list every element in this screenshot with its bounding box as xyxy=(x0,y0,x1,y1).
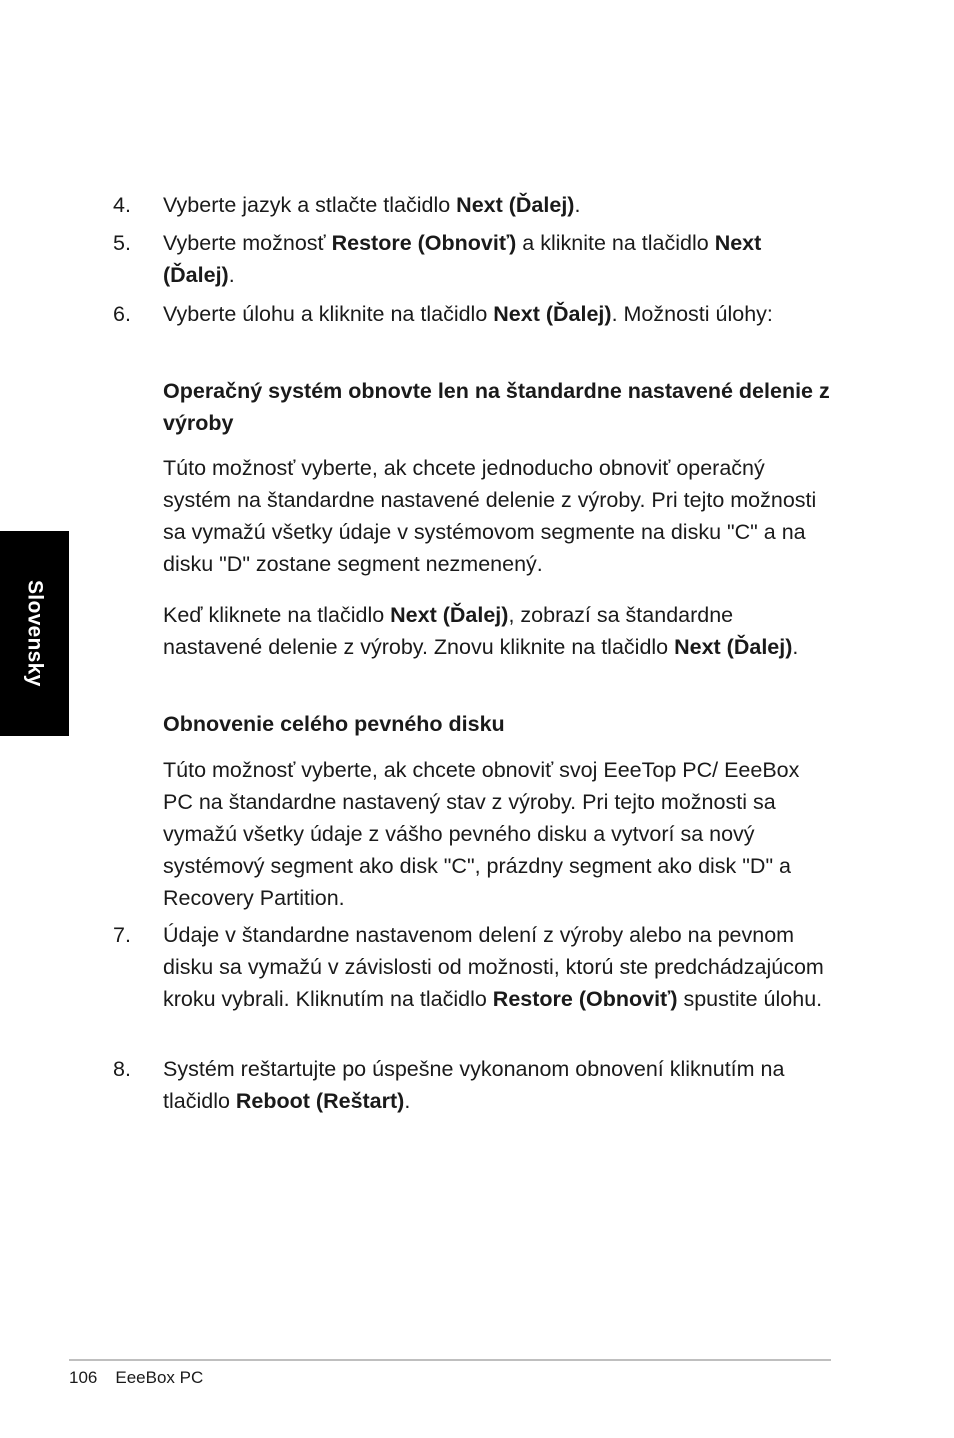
text-run: Vyberte možnosť xyxy=(163,231,332,255)
text-run: Údaje v štandardne nastavenom delení z výroby alebo na pevnom disku sa vymažú v závislosti od možnosti, ktorú ste predchádzajúcom kroku vybrali. Kliknutím na tlačidlo xyxy=(163,923,824,1011)
step-text xyxy=(163,1053,833,1117)
page-number: 106 xyxy=(69,1368,98,1387)
text-run: Vyberte úlohu a kliknite na tlačidlo xyxy=(163,302,494,326)
language-side-tab xyxy=(0,531,69,736)
text-run: . xyxy=(574,193,581,217)
product-name: EeeBox PC xyxy=(115,1368,204,1387)
button-reference: Next (Ďalej) xyxy=(390,603,509,627)
step-text xyxy=(163,919,833,1015)
step-7 xyxy=(113,919,833,1015)
text-run: . xyxy=(228,263,235,287)
text-run: Vyberte jazyk a stlačte tlačidlo xyxy=(163,193,457,217)
button-reference: Next (Ďalej) xyxy=(456,193,575,217)
step-number: 4. xyxy=(113,193,131,217)
step-6 xyxy=(113,298,833,330)
step-number: 6. xyxy=(113,302,131,326)
button-reference: Restore (Obnoviť) xyxy=(492,987,678,1011)
step-8 xyxy=(113,1053,833,1117)
footer-divider xyxy=(69,1359,831,1361)
step-5 xyxy=(113,227,833,291)
button-reference: Next (Ďalej) xyxy=(163,231,762,287)
option-instruction xyxy=(163,599,833,663)
step-text xyxy=(163,189,833,221)
step-text xyxy=(163,227,833,291)
option-description: Túto možnosť vyberte, ak chcete obnoviť svoj EeeTop PC/ EeeBox PC na štandardne nastavený stav z výroby. Pri tejto možnosti sa vymažú všetky údaje z vášho pevného disku a vytvorí sa nový systémový segment ako disk "C", prázdny segment ako disk "D" a Recovery Partition. xyxy=(163,758,800,910)
text-run: Keď kliknete na tlačidlo xyxy=(163,603,391,627)
step-4 xyxy=(113,189,833,221)
step-number: 5. xyxy=(113,231,131,255)
text-run: a kliknite na tlačidlo xyxy=(516,231,715,255)
text-run: spustite úlohu. xyxy=(677,987,823,1011)
option-heading-whole-disk: Obnovenie celého pevného disku xyxy=(163,712,505,736)
option-description: Túto možnosť vyberte, ak chcete jednoducho obnoviť operačný systém na štandardne nastavené delenie z výroby. Pri tejto možnosti sa vymažú všetky údaje v systémovom segmente na disku "C" a na disku "D" zostane segment nezmenený. xyxy=(163,456,817,576)
text-run: Systém reštartujte po úspešne vykonanom obnovení kliknutím na tlačidlo xyxy=(163,1057,785,1113)
text-run: , zobrazí sa štandardne nastavené delenie z výroby. Znovu kliknite na tlačidlo xyxy=(163,603,734,659)
step-text xyxy=(163,298,833,330)
step-number: 8. xyxy=(113,1057,131,1081)
button-reference: Next (Ďalej) xyxy=(493,302,612,326)
step-number: 7. xyxy=(113,923,131,947)
option-heading-factory-partition: Operačný systém obnovte len na štandardne nastavené delenie z výroby xyxy=(163,379,830,435)
button-reference: Next (Ďalej) xyxy=(674,635,793,659)
text-run: . Možnosti úlohy: xyxy=(611,302,773,326)
page-footer xyxy=(69,1366,203,1390)
text-run: . xyxy=(404,1089,411,1113)
text-run: . xyxy=(792,635,799,659)
button-reference: Restore (Obnoviť) xyxy=(331,231,517,255)
language-tab-label: Slovensky xyxy=(23,580,47,687)
button-reference: Reboot (Reštart) xyxy=(235,1089,405,1113)
